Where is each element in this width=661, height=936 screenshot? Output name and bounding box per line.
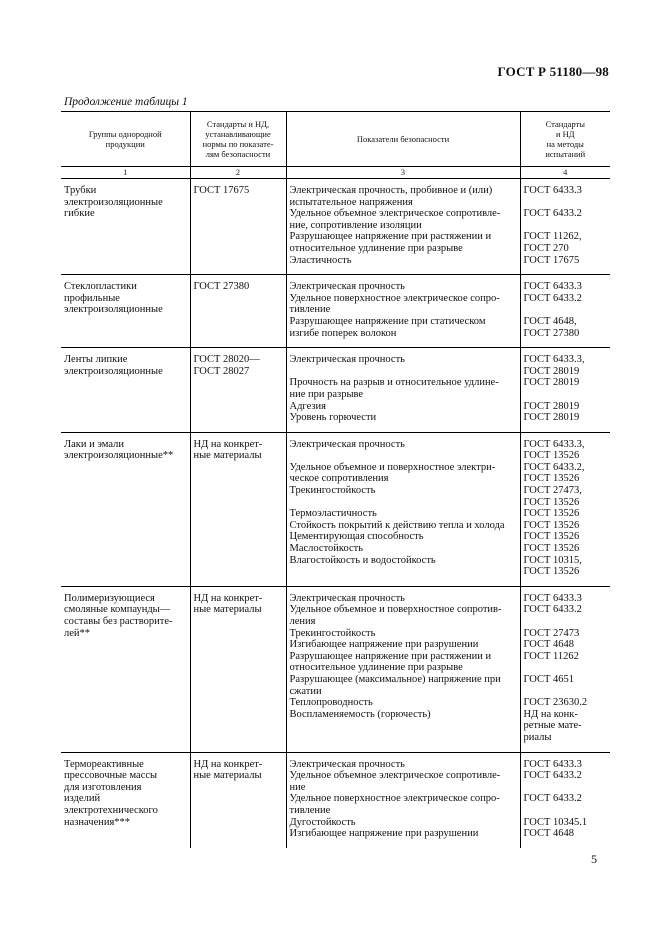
text-line: ГОСТ 13526 <box>523 519 580 531</box>
text-line: Электрическая прочность <box>289 592 405 604</box>
text-line: ГОСТ 6433.2 <box>523 292 582 304</box>
text-line: ГОСТ 270 <box>523 242 569 254</box>
text-line: Влагостойкость и водостойкость <box>289 554 436 566</box>
text-line: ГОСТ 6433.3, <box>523 354 585 366</box>
blank-line <box>524 389 608 401</box>
text-line: ГОСТ 6433.2 <box>523 793 582 805</box>
column-header-safety-indicators <box>286 112 520 167</box>
text-line: ГОСТ 6433.3 <box>523 281 582 293</box>
table-row <box>61 432 610 586</box>
indicators-cell <box>286 752 520 848</box>
text-line: Разрушающее напряжение при статическом <box>289 315 486 327</box>
column-header-standards <box>190 112 286 167</box>
text-line: профильные <box>64 292 120 304</box>
column-header-test-methods <box>520 112 610 167</box>
text-line: Электрическая прочность <box>289 354 405 366</box>
blank-line <box>524 197 608 209</box>
text-line: Удельное поверхностное электрическое сопро- <box>289 292 500 304</box>
text-line: ГОСТ 27473 <box>523 627 580 639</box>
text-line: ГОСТ 10315, <box>523 554 582 566</box>
text-line: Воспламеняемость (горючесть) <box>289 708 431 720</box>
text-line: и НД <box>555 129 575 139</box>
text-line: ные материалы <box>193 604 262 616</box>
text-line: Удельное поверхностное электрическое сопро- <box>289 793 500 805</box>
safety-indicators-table <box>61 111 610 848</box>
text-line: лям безопасности <box>205 149 271 159</box>
text-line: ГОСТ 13526 <box>523 543 580 555</box>
text-line: Разрушающее (максимальное) напряжение при <box>289 673 501 685</box>
column-number: 1 <box>61 167 190 179</box>
text-line: устанавливающие <box>205 129 271 139</box>
test-methods-cell <box>520 586 610 752</box>
blank-line <box>524 304 608 316</box>
text-line: Теплопроводность <box>289 697 373 709</box>
text-line: Маслостойкость <box>289 543 364 555</box>
text-line: Электрическая прочность <box>289 758 405 770</box>
text-line: Прочность на разрыв и относительное удлине- <box>289 377 499 389</box>
text-line: НД на конкрет- <box>193 592 263 604</box>
text-line: электроизоляционные <box>64 304 163 316</box>
test-methods-cell <box>520 432 610 586</box>
text-line: на методы <box>546 139 584 149</box>
text-line: относительное удлинение при разрыве <box>289 662 463 674</box>
text-line: НД на конк- <box>523 708 578 720</box>
text-line: ГОСТ 4651 <box>523 673 575 685</box>
text-line: Удельное объемное электрическое сопротивле- <box>289 770 501 782</box>
standard-cell <box>190 586 286 752</box>
product-group-cell <box>61 752 190 848</box>
text-line: Показатели безопасности <box>356 134 450 144</box>
text-line: Удельное объемное электрическое сопротивле- <box>289 208 501 220</box>
text-line: Лаки и эмали <box>64 438 124 450</box>
text-line: ние, сопротивление изоляции <box>289 219 422 231</box>
product-group-cell <box>61 275 190 348</box>
text-line: Дугостойкость <box>289 816 356 828</box>
column-number: 2 <box>190 167 286 179</box>
text-line: ГОСТ 27473, <box>523 485 582 497</box>
text-line: ГОСТ 28020— <box>193 354 260 366</box>
table-row <box>61 586 610 752</box>
text-line: составы без растворите- <box>64 616 173 627</box>
text-line: ГОСТ 6433.2, <box>523 461 585 473</box>
text-line: ГОСТ 13526 <box>523 473 580 485</box>
standard-cell <box>190 275 286 348</box>
text-line: испытательное напряжения <box>289 196 413 208</box>
text-line: смоляные компаунды— <box>64 604 171 616</box>
blank-line <box>524 782 608 794</box>
text-line: ГОСТ 13526 <box>523 508 580 520</box>
text-line: Стойкость покрытий к действию тепла и холода <box>289 519 505 531</box>
text-line: ГОСТ 13526 <box>523 566 580 578</box>
text-line: ГОСТ 28019 <box>523 400 580 412</box>
text-line: Адгезия <box>289 400 326 412</box>
text-line: ные материалы <box>193 450 262 462</box>
text-line: Стандарты <box>545 119 585 129</box>
test-methods-cell <box>520 275 610 348</box>
text-line: Изгибающее напряжение при разрушении <box>289 639 479 651</box>
text-line: ГОСТ 6433.3, <box>523 438 585 450</box>
table-row <box>61 752 610 848</box>
text-line: риалы <box>523 731 552 743</box>
blank-line <box>524 616 608 628</box>
text-line: электроизоляционные <box>64 196 163 208</box>
text-line: Электрическая прочность <box>289 281 405 293</box>
text-line: Стандарты и НД, <box>206 119 270 129</box>
standard-cell <box>190 432 286 586</box>
blank-line <box>524 220 608 232</box>
text-line: Термореактивные <box>64 758 144 770</box>
text-line: ГОСТ 27380 <box>523 327 580 339</box>
column-number: 3 <box>286 167 520 179</box>
text-line: ГОСТ 13526 <box>523 450 580 462</box>
text-line: Изгибающее напряжение при разрушении <box>289 828 479 840</box>
text-line: тивление <box>289 304 331 316</box>
text-line: Трекингостойкость <box>289 485 376 497</box>
test-methods-cell <box>520 348 610 433</box>
text-line: Эластичность <box>289 254 352 266</box>
text-line: Трекингостойкость <box>289 627 376 639</box>
text-line: изгибе поперек волокон <box>289 327 397 339</box>
text-line: Электрическая прочность <box>289 438 405 450</box>
indicators-cell <box>286 275 520 348</box>
text-line: ГОСТ 28019 <box>523 412 580 424</box>
text-line: ГОСТ 23630.2 <box>523 697 588 709</box>
column-number: 4 <box>520 167 610 179</box>
text-line: ГОСТ 6433.3 <box>523 758 582 770</box>
document-number: ГОСТ Р 51180—98 <box>497 64 609 79</box>
product-group-cell <box>61 179 190 275</box>
text-line: Разрушающее напряжение при растяжении и <box>289 650 492 662</box>
text-line: НД на конкрет- <box>193 438 263 450</box>
test-methods-cell <box>520 179 610 275</box>
text-line: электроизоляционные** <box>64 450 174 462</box>
text-line: ГОСТ 17675 <box>193 185 250 196</box>
text-line: ГОСТ 17675 <box>523 254 580 266</box>
text-line: НД на конкрет- <box>193 758 263 770</box>
text-line: ГОСТ 13526 <box>523 531 580 543</box>
text-line: ГОСТ 4648 <box>523 639 575 651</box>
text-line: ГОСТ 11262 <box>523 650 579 662</box>
text-line: нормы по показате- <box>202 139 274 149</box>
text-line: ческое сопротивления <box>289 473 389 485</box>
table-row <box>61 348 610 433</box>
text-line: Разрушающее напряжение при растяжении и <box>289 231 492 243</box>
text-line: сжатии <box>289 685 322 697</box>
text-line: изделий <box>64 793 101 805</box>
text-line: лей** <box>64 627 91 639</box>
text-line: ГОСТ 13526 <box>523 496 580 508</box>
text-line: Удельное объемное и поверхностное сопротив- <box>289 604 502 616</box>
text-line: Полимеризующиеся <box>64 592 155 604</box>
indicators-cell <box>286 586 520 752</box>
standard-cell <box>190 752 286 848</box>
text-line: электроизоляционные <box>64 365 163 377</box>
blank-line <box>524 686 608 698</box>
blank-line <box>290 497 517 509</box>
text-line: ГОСТ 27380 <box>193 281 250 293</box>
text-line: ГОСТ 28019 <box>523 377 580 389</box>
text-line: относительное удлинение при разрыве <box>289 242 463 254</box>
text-line: Ленты липкие <box>64 354 128 366</box>
text-line: Электрическая прочность, пробивное и (или) <box>289 185 493 196</box>
text-line: Стеклопластики <box>64 281 137 293</box>
blank-line <box>290 566 517 578</box>
text-line: ГОСТ 28019 <box>523 365 580 377</box>
text-line: Уровень горючести <box>289 412 377 424</box>
text-line: Удельное объемное и поверхностное электри- <box>289 461 496 473</box>
text-line: ГОСТ 28027 <box>193 365 250 377</box>
text-line: ления <box>289 616 316 627</box>
text-line: тивление <box>289 804 331 816</box>
product-group-cell <box>61 586 190 752</box>
text-line: для изготовления <box>64 781 142 793</box>
text-line: электротехнического <box>64 804 158 816</box>
blank-line <box>290 450 517 462</box>
blank-line <box>524 805 608 817</box>
standard-cell <box>190 348 286 433</box>
text-line: Термоэластичность <box>289 508 377 520</box>
text-line: ние при разрыве <box>289 388 364 400</box>
blank-line <box>290 366 517 378</box>
blank-line <box>524 662 608 674</box>
text-line: ГОСТ 4648 <box>523 828 575 840</box>
test-methods-cell <box>520 752 610 848</box>
product-group-cell <box>61 348 190 433</box>
product-group-cell <box>61 432 190 586</box>
text-line: Группы однородной <box>88 129 162 139</box>
text-line: ГОСТ 6433.2 <box>523 770 582 782</box>
page-number: 5 <box>591 852 597 866</box>
text-line: Цементирующая способность <box>289 531 424 543</box>
text-line: ГОСТ 6433.2 <box>523 208 582 220</box>
table-row <box>61 179 610 275</box>
indicators-cell <box>286 179 520 275</box>
text-line: ГОСТ 6433.2 <box>523 604 582 616</box>
text-line: продукции <box>105 139 145 149</box>
text-line: ГОСТ 10345.1 <box>523 816 588 828</box>
text-line: назначения*** <box>64 816 131 828</box>
text-line: ГОСТ 6433.3 <box>523 592 582 604</box>
column-header-product-group <box>61 112 190 167</box>
text-line: испытаний <box>545 149 586 159</box>
text-line: ГОСТ 4648, <box>523 315 577 327</box>
text-line: ние <box>289 781 306 793</box>
table-row <box>61 275 610 348</box>
indicators-cell <box>286 432 520 586</box>
standard-cell <box>190 179 286 275</box>
table-continuation-caption: Продолжение таблицы 1 <box>64 96 188 108</box>
text-line: ГОСТ 11262, <box>523 231 582 243</box>
text-line: ные материалы <box>193 770 262 782</box>
indicators-cell <box>286 348 520 433</box>
text-line: ГОСТ 6433.3 <box>523 185 582 196</box>
text-line: гибкие <box>64 208 95 220</box>
text-line: прессовочные массы <box>64 770 158 782</box>
text-line: ретные мате- <box>523 720 582 732</box>
text-line: Трубки <box>64 185 97 196</box>
blank-line <box>290 720 517 732</box>
